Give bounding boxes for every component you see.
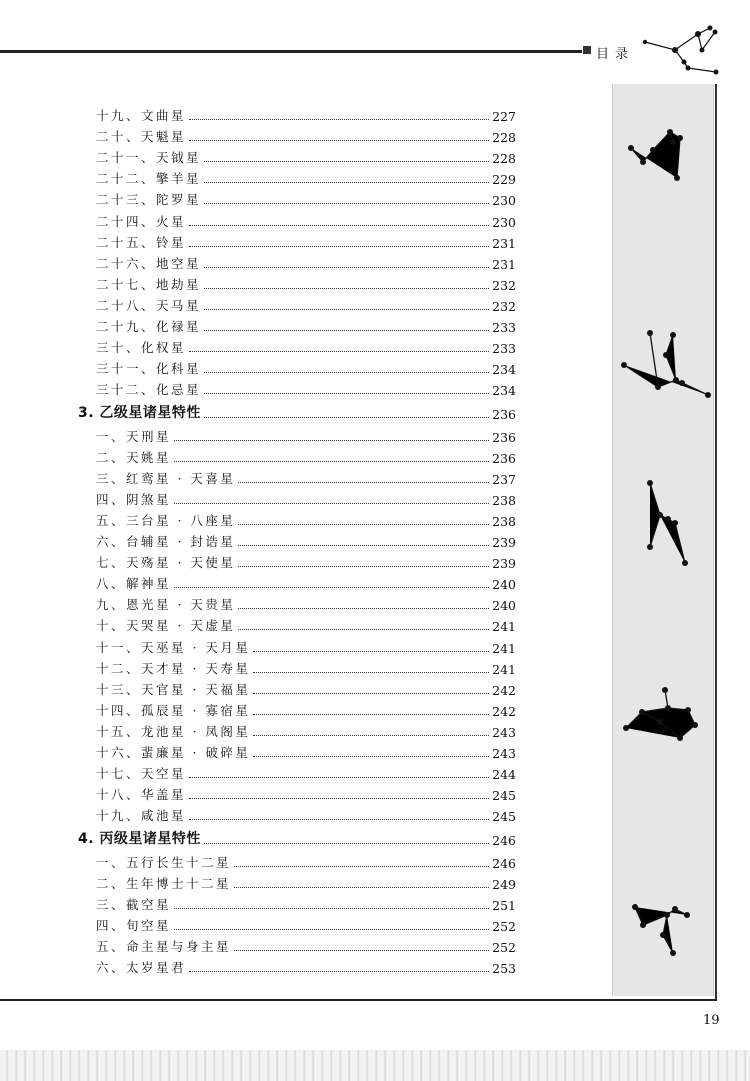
toc-entry <box>96 935 516 955</box>
toc-entry-page: 251 <box>492 897 516 913</box>
dot-leader <box>189 819 489 820</box>
toc-entry-page: 230 <box>492 214 516 230</box>
dot-leader <box>253 756 489 757</box>
dot-leader <box>189 351 489 352</box>
toc-entry <box>96 530 516 550</box>
toc-entry-title: 十四、孤辰星 · 寡宿星 <box>96 702 251 718</box>
header-rule <box>0 50 582 53</box>
toc-entry-page: 249 <box>492 876 516 892</box>
dot-leader <box>238 566 489 567</box>
toc-entry-title: 五、三台星 · 八座星 <box>96 512 236 528</box>
toc-entry <box>96 783 516 803</box>
toc-entry-title: 四、阴煞星 <box>96 491 172 507</box>
toc-entry-page: 227 <box>492 109 516 124</box>
toc-entry-title: 二十二、擎羊星 <box>96 171 202 187</box>
dot-leader <box>204 330 489 331</box>
scan-artifact-strip <box>0 1050 750 1081</box>
toc-entry-title: 十六、蜚廉星 · 破碎星 <box>96 745 251 760</box>
dot-leader <box>204 203 489 204</box>
toc-entry-title: 三十、化权星 <box>96 340 187 356</box>
toc-entry <box>96 488 516 508</box>
toc-entry-title: 十八、华盖星 <box>96 787 187 803</box>
toc-entry-title: 十五、龙池星 · 凤阁星 <box>96 723 251 739</box>
constellation-icon-1 <box>625 120 695 190</box>
toc-entry-title: 二十三、陀罗星 <box>96 192 202 208</box>
toc-entry-page: 233 <box>492 320 516 335</box>
toc-entry-page: 252 <box>492 918 516 934</box>
toc-entry-title: 二十四、火星 <box>96 213 187 229</box>
toc-entry-title: 二十一、天钺星 <box>96 150 202 166</box>
toc-entry <box>96 699 516 719</box>
toc-entry <box>96 294 516 314</box>
toc-entry-title: 3. 乙级星诸星特性 <box>78 405 201 422</box>
dot-leader <box>189 119 489 120</box>
dot-leader <box>204 267 489 268</box>
toc-entry <box>96 315 516 335</box>
toc-entry-page: 245 <box>492 809 516 825</box>
toc-entry-page: 236 <box>492 407 516 423</box>
dot-leader <box>204 372 489 373</box>
toc-entry <box>96 678 516 698</box>
toc-entry <box>96 467 516 487</box>
toc-entry-page: 231 <box>492 235 516 251</box>
header-square-icon <box>583 46 591 54</box>
toc-entry <box>96 167 516 187</box>
toc-entry <box>96 336 516 356</box>
toc-entry-title: 一、五行长生十二星 <box>96 854 232 870</box>
dot-leader <box>253 735 489 736</box>
toc-entry <box>96 956 516 976</box>
toc-entry-title: 十九、咸池星 <box>96 808 187 824</box>
toc-entry-title: 4. 丙级星诸星特性 <box>78 831 201 848</box>
toc-entry-title: 十、天哭星 · 天虚星 <box>96 618 236 634</box>
toc-entry-page: 245 <box>492 788 516 804</box>
toc-entry-title: 十三、天官星 · 天福星 <box>96 681 251 697</box>
dot-leader <box>204 417 489 418</box>
toc-entry-title: 三、截空星 <box>96 896 172 912</box>
dot-leader <box>204 393 489 394</box>
toc-entry-page: 228 <box>492 151 516 167</box>
dot-leader <box>204 182 489 183</box>
toc-entry <box>96 551 516 571</box>
constellation-icon-4 <box>620 680 705 755</box>
dot-leader <box>253 672 489 673</box>
toc-entry <box>96 104 516 124</box>
dot-leader <box>189 225 489 226</box>
dot-leader <box>189 971 489 972</box>
toc-entry-title: 三十一、化科星 <box>96 361 202 377</box>
toc-entry-page: 239 <box>492 556 516 572</box>
toc-section-heading <box>78 828 516 848</box>
toc-entry-page: 238 <box>492 492 516 508</box>
dot-leader <box>189 777 489 778</box>
toc-entry-page: 232 <box>492 298 516 314</box>
dot-leader <box>238 482 489 483</box>
toc-entry <box>96 657 516 677</box>
toc-entry-title: 十二、天才星 · 天寿星 <box>96 660 251 676</box>
toc-entry-page: 231 <box>492 256 516 272</box>
toc-entry <box>96 804 516 824</box>
toc-entry-page: 246 <box>492 833 516 849</box>
toc-entry-title: 二十、天魁星 <box>96 129 187 145</box>
toc-entry-page: 229 <box>492 172 516 188</box>
toc-entry <box>96 378 516 398</box>
dot-leader <box>189 246 489 247</box>
toc-entry-page: 236 <box>492 450 516 466</box>
toc-entry-title: 二、天姚星 <box>96 449 172 465</box>
toc-entry <box>96 593 516 613</box>
dot-leader <box>189 140 489 141</box>
toc-entry <box>96 509 516 529</box>
dot-leader <box>204 161 489 162</box>
toc-entry-title: 二十八、天马星 <box>96 297 202 313</box>
dot-leader <box>238 608 489 609</box>
toc-entry <box>96 125 516 145</box>
toc-entry <box>96 572 516 592</box>
dot-leader <box>189 798 489 799</box>
toc-entry <box>96 741 516 761</box>
toc-entry-title: 二十六、地空星 <box>96 255 202 271</box>
toc-entry-page: 241 <box>492 640 516 656</box>
footer-rule <box>0 999 717 1001</box>
constellation-icon-2 <box>618 325 713 400</box>
dot-leader <box>204 843 489 844</box>
toc-entry-page: 240 <box>492 598 516 614</box>
toc-entry-title: 三、红鸾星 · 天喜星 <box>96 470 236 486</box>
toc-entry-title: 三十二、化忌星 <box>96 382 202 398</box>
dot-leader <box>204 288 489 289</box>
toc-entry <box>96 357 516 377</box>
toc-entry-page: 242 <box>492 703 516 719</box>
toc-entry-title: 十一、天巫星 · 天月星 <box>96 639 251 655</box>
dot-leader <box>234 950 489 951</box>
toc-entry-page: 252 <box>492 939 516 955</box>
toc-entry-title: 九、恩光星 · 天贵星 <box>96 597 236 613</box>
constellation-icon-5 <box>625 895 700 965</box>
toc-entry-page: 237 <box>492 471 516 487</box>
toc-entry-title: 五、命主星与身主星 <box>96 938 232 954</box>
toc-entry <box>96 851 516 871</box>
toc-entry <box>96 231 516 251</box>
toc-entry-page: 242 <box>492 682 516 698</box>
dot-leader <box>253 651 489 652</box>
page-number: 19 <box>703 1013 720 1028</box>
toc-entry-page: 238 <box>492 513 516 529</box>
dot-leader <box>174 929 489 930</box>
toc-entry-page: 244 <box>492 767 516 783</box>
dot-leader <box>174 440 489 441</box>
toc-entry-title: 四、旬空星 <box>96 917 172 933</box>
toc-entry <box>96 614 516 634</box>
toc-entry-page: 246 <box>492 855 516 871</box>
dot-leader <box>234 866 489 867</box>
constellation-icon-3 <box>630 475 700 595</box>
right-border-rule <box>715 84 717 999</box>
toc-entry-page: 236 <box>492 429 516 445</box>
toc-entry-title: 二十五、铃星 <box>96 234 187 250</box>
dot-leader <box>238 524 489 525</box>
toc-entry <box>96 872 516 892</box>
dot-leader <box>174 908 489 909</box>
toc-entry-page: 228 <box>492 130 516 146</box>
toc-entry-page: 253 <box>492 961 516 976</box>
toc-entry-page: 234 <box>492 362 516 378</box>
dot-leader <box>174 503 489 504</box>
toc-entry-page: 232 <box>492 277 516 293</box>
toc-entry-title: 六、太岁星君 <box>96 960 187 975</box>
toc-entry-title: 二十七、地劫星 <box>96 276 202 292</box>
toc-entry <box>96 210 516 230</box>
dot-leader <box>204 309 489 310</box>
toc-entry <box>96 425 516 445</box>
toc-entry-page: 241 <box>492 619 516 635</box>
toc-entry-title: 二、生年博士十二星 <box>96 875 232 891</box>
toc-entry <box>96 446 516 466</box>
toc-section-heading <box>78 402 516 422</box>
toc-entry-page: 243 <box>492 724 516 740</box>
toc-entry <box>96 720 516 740</box>
toc-entry <box>96 893 516 913</box>
dot-leader <box>234 887 489 888</box>
page-header-title: 目录 <box>596 47 635 62</box>
toc-entry-title: 十九、文曲星 <box>96 108 187 123</box>
toc-entry-title: 六、台辅星 · 封诰星 <box>96 534 236 549</box>
toc-entry-page: 239 <box>492 535 516 550</box>
toc-entry-page: 234 <box>492 383 516 399</box>
dot-leader <box>253 693 489 694</box>
toc-entry-page: 233 <box>492 341 516 357</box>
toc-entry <box>96 636 516 656</box>
toc-entry-page: 230 <box>492 193 516 209</box>
toc-entry <box>96 188 516 208</box>
toc-entry-title: 一、天刑星 <box>96 428 172 444</box>
toc-entry-title: 七、天殇星 · 天使星 <box>96 555 236 571</box>
toc-entry <box>96 146 516 166</box>
toc-entry <box>96 273 516 293</box>
toc-entry-title: 八、解神星 <box>96 576 172 592</box>
toc-entry <box>96 914 516 934</box>
toc-entry-title: 十七、天空星 <box>96 766 187 782</box>
toc-entry-title: 二十九、化禄星 <box>96 319 202 334</box>
toc-entry <box>96 252 516 272</box>
dot-leader <box>174 587 489 588</box>
toc-entry <box>96 762 516 782</box>
toc-entry-page: 240 <box>492 577 516 593</box>
dot-leader <box>238 545 489 546</box>
toc-entry-page: 243 <box>492 746 516 761</box>
dot-leader <box>253 714 489 715</box>
dot-leader <box>238 629 489 630</box>
toc-entry-page: 241 <box>492 661 516 677</box>
header-constellation-icon <box>640 20 730 80</box>
dot-leader <box>174 461 489 462</box>
